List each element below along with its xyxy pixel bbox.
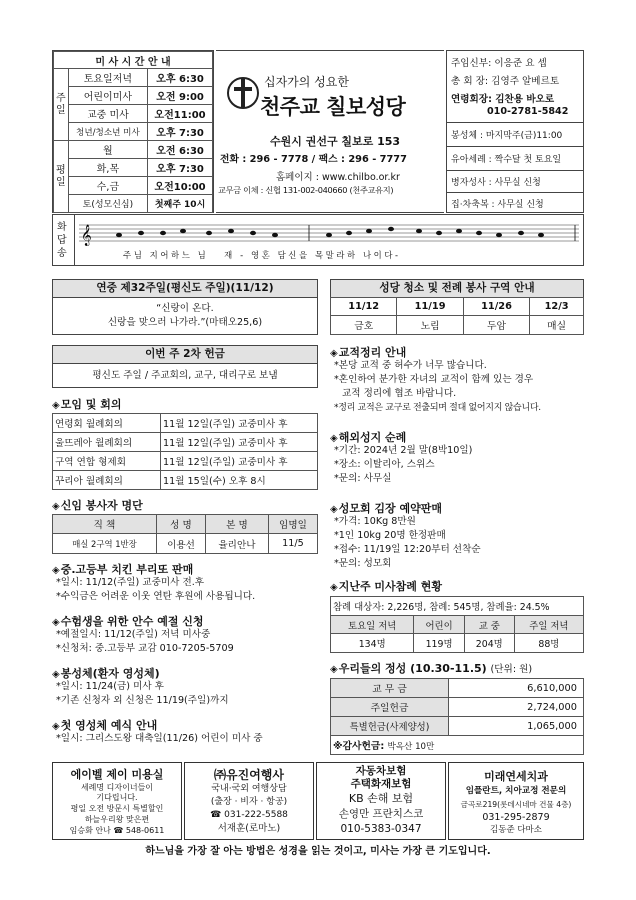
attendance-table — [330, 596, 584, 653]
notice-line: *기존 신청자 외 신청은 11/19(주일)까지 — [56, 695, 229, 706]
offering-unit: (단위: 원) — [490, 664, 533, 675]
table-cell: 1,065,000 — [449, 717, 584, 736]
ad-insurance — [316, 762, 446, 840]
offering-period: (10.30-11.5) — [410, 662, 487, 675]
ad-line: 임플란트, 치아교정 전문의 — [465, 786, 567, 796]
church-header — [216, 50, 444, 213]
table-cell: 11월 12일(주일) 교중미사 후 — [161, 452, 318, 471]
diamond-icon: ◈ — [52, 400, 60, 411]
ad-line: 김동준 다마소 — [490, 825, 542, 835]
chairman: 총 회 장: 김영주 알베르토 — [451, 76, 560, 87]
ad-line: 031-295-2879 — [482, 812, 550, 823]
table-cell: 매실 2구역 1반장 — [53, 534, 157, 554]
kimchi-title: 성모회 김장 예약판매 — [338, 502, 442, 515]
diamond-icon: ◈ — [330, 504, 338, 515]
notice-line: *혼인하여 분가한 자녀의 교적이 함께 있는 경우 — [334, 374, 534, 385]
mass-name: 청년/청소년 미사 — [68, 123, 147, 141]
church-address: 수원시 권선구 칠보로 153 — [270, 135, 401, 148]
mass-time: 오전 6:30 — [148, 141, 213, 159]
pilgrimage-heading — [330, 429, 406, 445]
notice-line: *예절일시: 11/12(주일) 저녁 미사중 — [56, 629, 211, 640]
ad-line: 기다립니다. — [96, 793, 138, 802]
table-header: 토요일 저녁 — [331, 616, 414, 634]
mass-time: 오후 7:30 — [148, 159, 213, 177]
ad-line: 금곡로219(롯데시네마 건물 4층) — [460, 800, 572, 809]
diamond-icon: ◈ — [330, 664, 338, 675]
notice-line: *일시: 11/12(주일) 교중미사 전.후 — [56, 577, 205, 588]
table-header: 어린이 — [414, 616, 464, 634]
table-cell: 11월 12일(주일) 교중미사 후 — [161, 433, 318, 452]
communion-title: 봉성체(환자 영성체) — [60, 667, 160, 680]
mass-name: 토요일저녁 — [68, 69, 147, 87]
table-cell: 11월 12일(주일) 교중미사 후 — [161, 414, 318, 433]
ad-line: 손영만 프란치스코 — [338, 808, 424, 820]
table-cell: 11/19 — [397, 298, 463, 316]
table-cell: 꾸리아 월례회의 — [53, 471, 161, 490]
notice-line: *정리 교적은 교구로 전출되며 절대 없어지지 않습니다. — [334, 403, 541, 413]
weekday-label: 평일 — [54, 141, 69, 213]
table-cell: 율리안나 — [206, 534, 269, 554]
meetings-table — [52, 413, 318, 490]
ad-line: 자동차보험 — [355, 765, 407, 777]
table-header: 성 명 — [156, 515, 205, 534]
offering-title: 우리들의 정성 — [338, 662, 407, 675]
offering-table — [330, 678, 584, 755]
attendance-heading — [330, 578, 442, 594]
table-cell: 6,610,000 — [449, 679, 584, 698]
music-staff-icon — [79, 219, 579, 249]
table-cell: 교 무 금 — [331, 679, 449, 698]
ad-line: (출장 · 비자 · 항공) — [210, 797, 288, 807]
table-cell: 연령회 월례회의 — [53, 414, 161, 433]
sunday-label: 주일 — [54, 69, 69, 141]
sunday-title: 연중 제32주일(평신도 주일)(11/12) — [96, 282, 274, 294]
church-logo-icon — [226, 73, 260, 116]
mass-time: 첫째주 10시 — [148, 195, 213, 213]
ad-line: 국내·국외 여행상담 — [211, 784, 287, 794]
ad-line: 세례명 디자이너들이 — [80, 783, 154, 792]
ad-line: 임승화 안나 ☎ 548-0611 — [69, 826, 165, 835]
table-cell: 금호 — [331, 316, 397, 335]
church-account: 교무금 이체 : 신협 131-002-040660 (천주교유지) — [218, 185, 394, 195]
ad-line: 서재훈(로마노) — [217, 823, 281, 834]
kimchi-body — [334, 515, 481, 571]
chicken-heading — [52, 561, 193, 577]
table-cell: 이용선 — [156, 534, 205, 554]
meetings-title: 모임 및 회의 — [60, 398, 122, 411]
cleaning-title-box — [330, 279, 584, 298]
ad-line: 주택화재보험 — [350, 778, 412, 790]
table-cell: 12/3 — [530, 298, 584, 316]
table-cell: 매실 — [530, 316, 584, 335]
volunteers-title: 신임 봉사자 명단 — [60, 499, 143, 512]
mass-name: 수,금 — [68, 177, 147, 195]
table-header: 직 책 — [53, 515, 157, 534]
diamond-icon: ◈ — [52, 669, 60, 680]
offering-heading — [330, 660, 532, 676]
diamond-icon: ◈ — [330, 433, 338, 444]
pilgrimage-title: 해외성지 순례 — [338, 431, 407, 444]
notice-line: *일시: 그리스도왕 대축일(11/26) 어린이 미사 중 — [56, 733, 263, 744]
ad-dental — [448, 762, 584, 840]
scripture-line: “신랑이 온다. — [156, 303, 214, 314]
hymn-label: 화답송 — [53, 215, 75, 265]
exam-title: 수험생을 위한 안수 예절 신청 — [60, 615, 204, 628]
ad-line: ☎ 031-222-5588 — [210, 810, 288, 820]
notice-line: *장소: 이탈리아, 스위스 — [334, 459, 435, 470]
notice-line: *1인 10kg 20명 한정판매 — [334, 530, 446, 541]
church-name: 천주교 칠보성당 — [260, 95, 406, 119]
church-homepage: 홈페이지 : www.chilbo.or.kr — [276, 172, 400, 183]
footer-motto: 하느님을 가장 잘 아는 방법은 성경을 읽는 것이고, 미사는 가장 큰 기도입니다. — [145, 846, 491, 857]
mass-name: 어린이미사 — [68, 87, 147, 105]
mass-name: 교중 미사 — [68, 105, 147, 123]
notice-line: *가격: 10Kg 8만원 — [334, 516, 416, 527]
association-head: 연령회장: 김찬용 바오로 — [451, 94, 555, 105]
church-subtitle: 십자가의 성요한 — [264, 75, 349, 89]
ad-line: 평일 오전 방문시 특별할인 — [70, 804, 164, 813]
collection-title-box — [52, 345, 318, 364]
ad-line: 010-5383-0347 — [340, 823, 422, 835]
table-cell: 204명 — [464, 634, 514, 653]
notice-line: 교적 정리에 협조 바랍니다. — [342, 388, 457, 399]
collection-text: 평신도 주일 / 주교회의, 교구, 대리구로 보냄 — [92, 370, 278, 381]
communion-day: 봉성체 : 마지막주(금)11:00 — [451, 131, 563, 141]
mass-schedule — [52, 50, 214, 213]
first-communion-title: 첫 영성체 예식 안내 — [60, 719, 158, 732]
notice-line: *문의: 사무실 — [334, 473, 392, 484]
table-cell: 두암 — [463, 316, 529, 335]
notice-line: *신청처: 중.고등부 교감 010-7205-5709 — [56, 643, 234, 654]
volunteers-table — [52, 514, 318, 554]
kimchi-heading — [330, 500, 442, 516]
table-cell: 2,724,000 — [449, 698, 584, 717]
table-cell: 노림 — [397, 316, 463, 335]
diamond-icon: ◈ — [330, 348, 338, 359]
first-communion-heading — [52, 717, 157, 733]
table-cell: 134명 — [331, 634, 414, 653]
notice-line: *본당 교적 중 허수가 너무 많습니다. — [334, 360, 487, 371]
diamond-icon: ◈ — [52, 617, 60, 628]
table-cell: 울뜨레아 월례회의 — [53, 433, 161, 452]
exam-heading — [52, 613, 204, 629]
thanks-label: ※감사헌금: — [333, 741, 385, 752]
thanks-value: 박옥산 10만 — [387, 742, 435, 752]
mass-time: 오후 7:30 — [148, 123, 213, 141]
mass-time: 오전11:00 — [148, 105, 213, 123]
ad-line: 하늘우리왕 맞은편 — [84, 815, 150, 824]
diamond-icon: ◈ — [330, 582, 338, 593]
table-cell: 구역 연합 형제회 — [53, 452, 161, 471]
ad-line: KB 손해 보험 — [348, 792, 414, 805]
table-header: 주일 저녁 — [514, 616, 583, 634]
notice-line: *문의: 성모회 — [334, 558, 392, 569]
pilgrimage-body — [334, 444, 472, 486]
table-cell: 119명 — [414, 634, 464, 653]
chicken-title: 중.고등부 치킨 부리또 판매 — [60, 563, 194, 576]
diamond-icon: ◈ — [52, 565, 60, 576]
table-cell: 88명 — [514, 634, 583, 653]
bulletin-heading — [330, 344, 406, 360]
attendance-title: 지난주 미사참례 현황 — [338, 580, 442, 593]
ad-line: 미래연세치과 — [484, 770, 548, 783]
sunday-title-box — [52, 279, 318, 298]
collection-box — [52, 363, 318, 388]
table-cell: 11/12 — [331, 298, 397, 316]
svg-text:𝄞: 𝄞 — [81, 225, 92, 246]
ad-line: ㈜유진여행사 — [214, 768, 284, 782]
collection-title: 이번 주 2차 헌금 — [145, 348, 225, 360]
table-cell: 11월 15일(수) 오후 8시 — [161, 471, 318, 490]
mass-time: 오전10:00 — [148, 177, 213, 195]
communion-body — [56, 680, 229, 708]
bulletin-body — [334, 359, 541, 415]
table-header: 본 명 — [206, 515, 269, 534]
first-communion-body — [56, 732, 263, 746]
chicken-body — [56, 576, 255, 604]
pastor: 주임신부: 이응준 요 셉 — [451, 58, 547, 69]
table-cell: 특별헌금(사제양성) — [331, 717, 449, 736]
sick-anointing-info: 병자성사 : 사무실 신청 — [451, 178, 541, 188]
church-phone: 전화 : 296 - 7778 / 팩스 : 296 - 7777 — [220, 154, 407, 165]
communion-heading — [52, 665, 160, 681]
mass-name: 화,목 — [68, 159, 147, 177]
table-cell: 주일헌금 — [331, 698, 449, 717]
mass-name: 토(성모신심) — [68, 195, 147, 213]
bulletin-title: 교적정리 안내 — [338, 346, 407, 359]
table-header: 교 중 — [464, 616, 514, 634]
mass-schedule-title: 미 사 시 간 안 내 — [54, 52, 213, 69]
diamond-icon: ◈ — [52, 501, 60, 512]
table-header: 임명일 — [268, 515, 317, 534]
ad-line: 에이벨 제이 미용실 — [70, 768, 164, 781]
ad-travel — [184, 762, 314, 840]
cleaning-table — [330, 297, 584, 335]
mass-time: 오후 6:30 — [148, 69, 213, 87]
notice-line: *기간: 2024년 2월 말(8박10일) — [334, 445, 473, 456]
ad-salon — [52, 762, 182, 840]
hymn-section — [52, 214, 584, 266]
notice-line: *접수: 11/19일 12:20부터 선착순 — [334, 544, 481, 555]
diamond-icon: ◈ — [52, 721, 60, 732]
table-cell: 11/5 — [268, 534, 317, 554]
scripture-box — [52, 297, 318, 335]
baptism-info: 유아세례 : 짝수달 첫 토요일 — [451, 155, 562, 165]
volunteers-heading — [52, 497, 143, 513]
exam-body — [56, 628, 234, 656]
association-phone: 010-2781-5842 — [487, 106, 569, 117]
mass-name: 월 — [68, 141, 147, 159]
house-blessing-info: 집·차축복 : 사무실 신청 — [451, 200, 544, 210]
hymn-lyrics: 주님 지어하느 님 재 - 영혼 담신을 목말라하 나이다- — [123, 250, 401, 260]
notice-line: *수익금은 어려운 이웃 연탄 후원에 사용됩니다. — [56, 591, 256, 602]
scripture-line: 신랑을 맞으러 나가라.”(마태오25,6) — [107, 317, 263, 328]
mass-time: 오전 9:00 — [148, 87, 213, 105]
table-cell: 11/26 — [463, 298, 529, 316]
attendance-summary: 참례 대상자: 2,226명, 참례: 545명, 참례율: 24.5% — [331, 597, 584, 616]
cleaning-title: 성당 청소 및 전례 봉사 구역 안내 — [379, 282, 535, 294]
notice-line: *일시: 11/24(금) 미사 후 — [56, 681, 164, 692]
meetings-heading — [52, 396, 122, 412]
staff-info — [446, 50, 584, 213]
